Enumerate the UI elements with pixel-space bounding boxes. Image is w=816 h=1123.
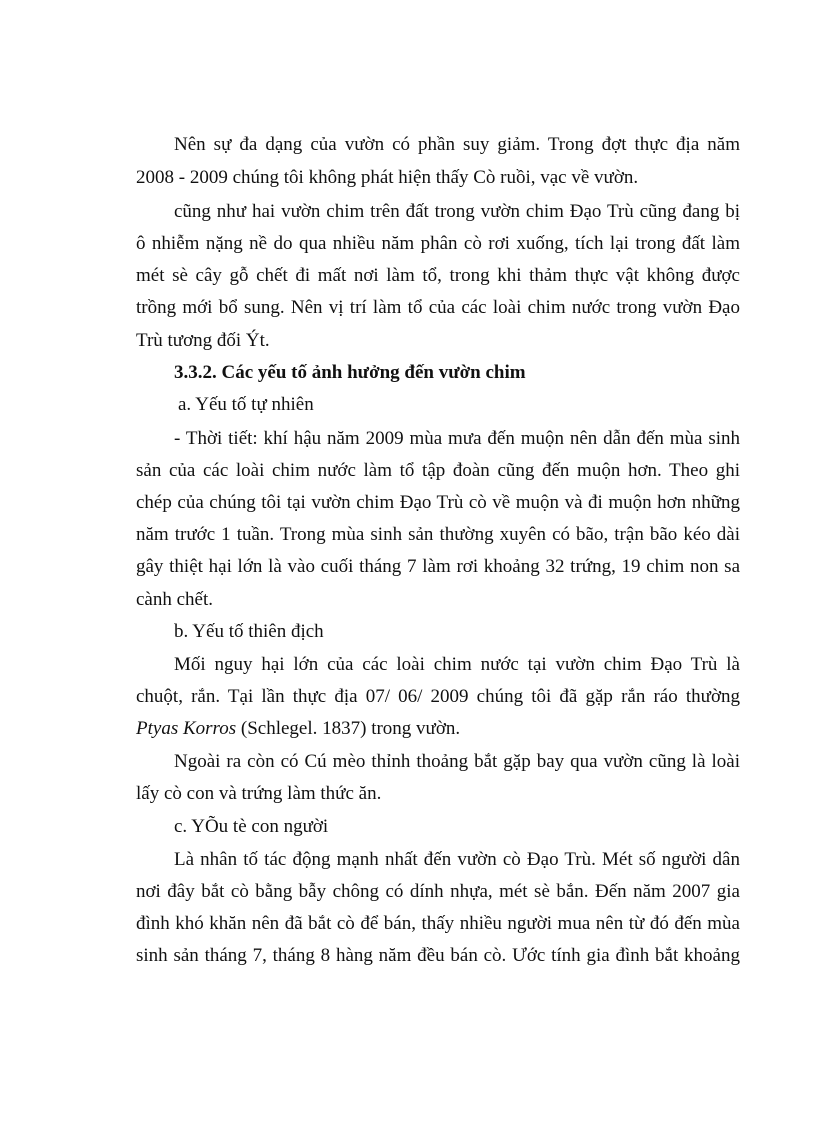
paragraph-line: chép của chúng tôi tại vườn chim Đạo Trù cò về muộn và đi muộn hơn những bbox=[136, 492, 740, 513]
paragraph-line: Trù tương đối Ýt. bbox=[136, 330, 270, 351]
paragraph-line: 2008 - 2009 chúng tôi không phát hiện thấy Cò ruồi, vạc về vườn. bbox=[136, 167, 639, 188]
paragraph-line: sản của các loài chim nước làm tổ tập đoàn cũng đến muộn hơn. Theo ghi bbox=[136, 460, 740, 481]
paragraph-line: nơi đây bắt cò bằng bẫy chông có dính nhựa, mét sè bắn. Đến năm 2007 gia bbox=[136, 881, 740, 902]
paragraph-line: Là nhân tố tác động mạnh nhất đến vườn cò Đạo Trù. Mét số người dân bbox=[174, 849, 740, 870]
paragraph-line: năm trước 1 tuần. Trong mùa sinh sản thường xuyên có bão, trận bão kéo dài bbox=[136, 524, 740, 545]
paragraph-line: cũng như hai vườn chim trên đất trong vườn chim Đạo Trù cũng đang bị bbox=[174, 201, 740, 222]
subsection-heading: b. Yếu tố thiên địch bbox=[174, 621, 324, 642]
paragraph-line bbox=[136, 717, 740, 741]
paragraph-line: lấy cò con và trứng làm thức ăn. bbox=[136, 783, 382, 804]
paragraph-text: (Schlegel. 1837) trong vườn. bbox=[236, 718, 461, 739]
paragraph-line: mét sè cây gỗ chết đi mất nơi làm tổ, trong khi thảm thực vật không được bbox=[136, 265, 740, 286]
paragraph-line: cành chết. bbox=[136, 589, 214, 610]
paragraph-line: Ngoài ra còn có Cú mèo thỉnh thoảng bắt gặp bay qua vườn cũng là loài bbox=[174, 751, 740, 772]
paragraph-line: Mối nguy hại lớn của các loài chim nước tại vườn chim Đạo Trù là bbox=[174, 654, 740, 675]
species-name: Ptyas Korros bbox=[136, 718, 237, 739]
paragraph-line: - Thời tiết: khí hậu năm 2009 mùa mưa đến muộn nên dẫn đến mùa sinh bbox=[174, 428, 740, 449]
paragraph-line: đình khó khăn nên đã bắt cò để bán, thấy nhiều người mua nên từ đó đến mùa bbox=[136, 913, 740, 934]
paragraph-line: sinh sản tháng 7, tháng 8 hàng năm đều bán cò. Ước tính gia đình bắt khoảng bbox=[136, 945, 740, 966]
section-heading: 3.3.2. Các yếu tố ảnh hưởng đến vườn chim bbox=[174, 362, 526, 383]
subsection-heading: c. YÕu tè con người bbox=[174, 816, 329, 837]
paragraph-line: trồng mới bổ sung. Nên vị trí làm tổ của các loài chim nước trong vườn Đạo bbox=[136, 297, 740, 318]
paragraph-line: gây thiệt hại lớn là vào cuối tháng 7 làm rơi khoảng 32 trứng, 19 chim non sa bbox=[136, 556, 740, 577]
subsection-heading: a. Yếu tố tự nhiên bbox=[178, 394, 314, 415]
paragraph-line: ô nhiễm nặng nề do qua nhiều năm phân cò rơi xuống, tích lại trong đất làm bbox=[136, 233, 740, 254]
paragraph-line: chuột, rắn. Tại lần thực địa 07/ 06/ 2009 chúng tôi đã gặp rắn ráo thường bbox=[136, 686, 740, 707]
paragraph-line: Nên sự đa dạng của vườn có phần suy giảm. Trong đợt thực địa năm bbox=[174, 134, 740, 155]
